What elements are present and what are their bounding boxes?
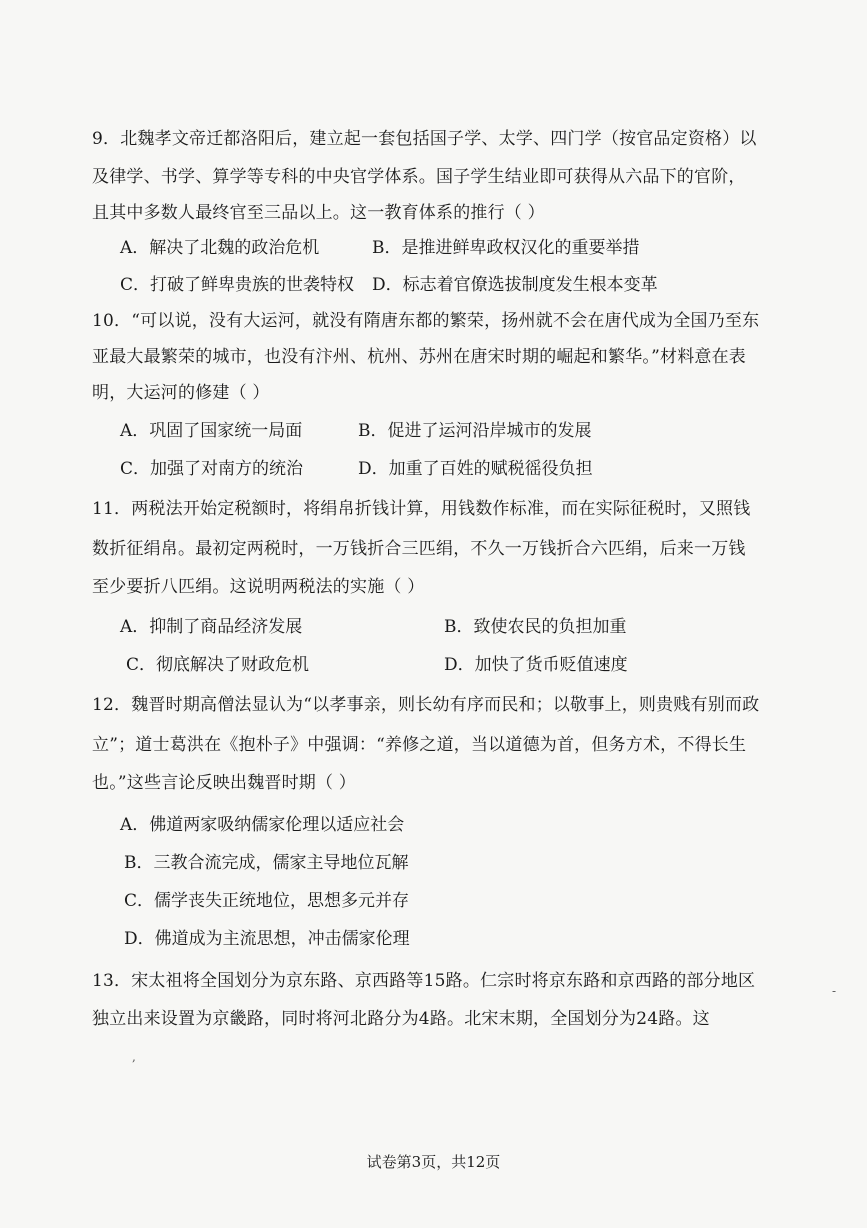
- question-10-line-2: 亚最大最繁荣的城市，也没有汴州、杭州、苏州在唐宋时期的崛起和繁华。”材料意在表: [92, 347, 746, 367]
- question-13-line-2: 独立出来设置为京畿路，同时将河北路分为4路。北宋末期，全国划分为24路。这: [92, 1009, 710, 1029]
- question-12-option-d: D．佛道成为主流思想，冲击儒家伦理: [124, 929, 410, 949]
- question-13-line-1: 13．宋太祖将全国划分为京东路、京西路等15路。仁宗时将京东路和京西路的部分地区: [92, 971, 756, 991]
- question-10-option-c: C．加强了对南方的统治: [120, 459, 304, 479]
- scan-speck: ,: [132, 1050, 136, 1064]
- question-11-line-3: 至少要折八匹绢。这说明两税法的实施（ ）: [92, 577, 425, 597]
- question-11-option-a: A．抑制了商品经济发展: [120, 617, 303, 637]
- question-11-option-b: B．致使农民的负担加重: [444, 617, 627, 637]
- question-9-line-2: 及律学、书学、算学等专科的中央官学体系。国子学生结业即可获得从六品下的官阶，: [92, 167, 746, 187]
- question-9-option-d: D．标志着官僚选拔制度发生根本变革: [372, 275, 658, 295]
- question-9-option-b: B．是推进鲜卑政权汉化的重要举措: [372, 238, 640, 258]
- question-10-line-1: 10．“可以说，没有大运河，就没有隋唐东都的繁荣，扬州就不会在唐代成为全国乃至东: [92, 311, 760, 331]
- question-10-option-d: D．加重了百姓的赋税徭役负担: [358, 459, 593, 479]
- question-11-option-d: D．加快了货币贬值速度: [444, 655, 628, 675]
- question-9-line-1: 9．北魏孝文帝迁都洛阳后，建立起一套包括国子学、太学、四门学（按官品定资格）以: [92, 129, 757, 149]
- question-11-option-c: C．彻底解决了财政危机: [126, 655, 310, 675]
- question-12-line-1: 12．魏晋时期高僧法显认为“以孝事亲，则长幼有序而民和；以敬事上，则贵贱有别而政: [92, 695, 760, 715]
- question-12-line-3: 也。”这些言论反映出魏晋时期（ ）: [92, 773, 356, 793]
- question-10-option-a: A．巩固了国家统一局面: [120, 421, 303, 441]
- question-12-option-b: B．三教合流完成，儒家主导地位瓦解: [124, 853, 409, 873]
- question-9-line-3: 且其中多数人最终官至三品以上。这一教育体系的推行（ ）: [92, 203, 545, 223]
- question-11-line-1: 11．两税法开始定税额时，将绢帛折钱计算，用钱数作标准，而在实际征税时，又照钱: [92, 499, 751, 519]
- question-12-line-2: 立”；道士葛洪在《抱朴子》中强调：“养修之道，当以道德为首，但务方术，不得长生: [92, 735, 747, 755]
- question-9-option-c: C．打破了鲜卑贵族的世袭特权: [120, 275, 355, 295]
- question-9-option-a: A．解决了北魏的政治危机: [120, 238, 320, 258]
- scan-speck: -: [832, 984, 837, 998]
- question-10-line-3: 明，大运河的修建（ ）: [92, 383, 270, 403]
- question-12-option-c: C．儒学丧失正统地位，思想多元并存: [124, 891, 410, 911]
- question-12-option-a: A．佛道两家吸纳儒家伦理以适应社会: [120, 815, 405, 835]
- question-10-option-b: B．促进了运河沿岸城市的发展: [358, 421, 592, 441]
- page-footer: 试卷第3页，共12页: [366, 1153, 501, 1171]
- question-11-line-2: 数折征绢帛。最初定两税时，一万钱折合三匹绢，不久一万钱折合六匹绢，后来一万钱: [92, 539, 746, 559]
